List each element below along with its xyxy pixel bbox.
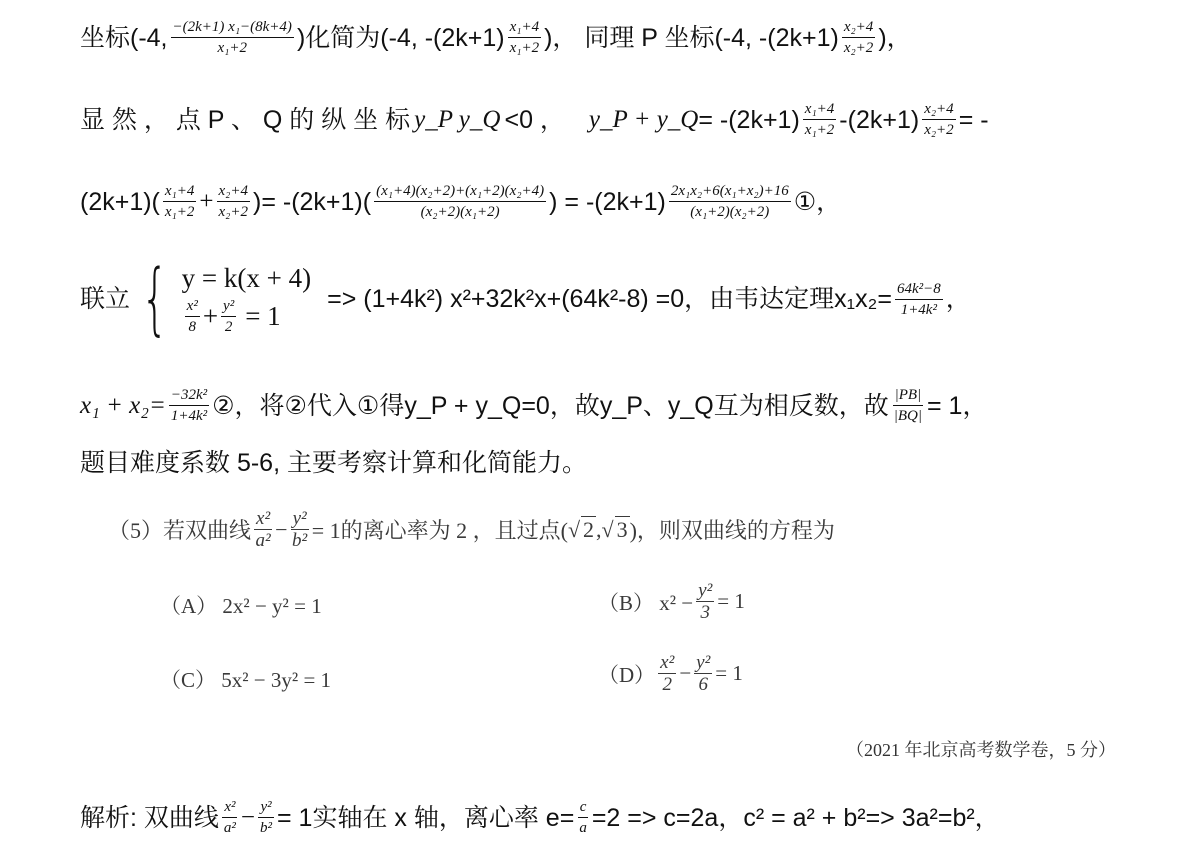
equation-rhs: = 1 <box>245 301 281 331</box>
minus-sign: − <box>275 516 288 542</box>
fraction <box>291 508 309 551</box>
fraction-denominator: x₂+2 <box>218 204 248 220</box>
text: = 1实轴在 x 轴，离心率 e= <box>277 803 575 832</box>
fraction-numerator: |PB| <box>893 386 924 406</box>
fraction-numerator: x² <box>660 652 675 673</box>
fraction-denominator: x₁+2 <box>509 40 540 56</box>
solution-line-7 <box>80 798 1134 837</box>
fraction-numerator: y² <box>292 508 307 529</box>
fraction-numerator: y² <box>696 652 711 673</box>
text: )， 同理 P 坐标(-4, -(2k+1) <box>544 23 839 52</box>
fraction <box>374 182 546 221</box>
solution-line-2 <box>80 100 1134 139</box>
fraction-denominator: x₁+2 <box>217 40 247 56</box>
option-d-label: （D） <box>598 662 656 687</box>
source-citation: （2021 年北京高考数学卷，5 分） <box>846 740 1116 760</box>
solution-line-1 <box>80 18 1134 57</box>
text: )， <box>878 23 912 52</box>
option-b-rhs: = 1 <box>717 589 745 613</box>
radicand: 2 <box>583 517 595 542</box>
fraction-denominator: a² <box>255 530 271 551</box>
text: = 1， <box>927 391 988 420</box>
fraction <box>669 182 791 221</box>
option-d-rhs: = 1 <box>715 661 743 685</box>
fraction-denominator: 2 <box>224 318 233 335</box>
text: = - <box>958 105 989 134</box>
fraction-numerator: y² <box>221 297 236 317</box>
minus-sign: − <box>679 661 692 685</box>
option-d <box>598 652 743 695</box>
left-brace: { <box>141 254 169 344</box>
text: ①， <box>793 187 842 216</box>
sqrt-symbol: √ <box>601 516 614 542</box>
fraction-numerator: x² <box>256 508 271 529</box>
fraction-numerator: y² <box>698 580 713 601</box>
fraction-denominator: x₁+2 <box>804 122 835 138</box>
text: )，则双曲线的方程为 <box>629 518 835 543</box>
equation-list <box>182 263 311 336</box>
fraction-denominator: 3 <box>700 602 710 623</box>
math-yp-yq: y_P y_Q <box>414 105 501 133</box>
text: ) = -(2k+1) <box>549 187 666 216</box>
fraction-numerator: −32k² <box>169 386 209 406</box>
fraction-denominator: 1+4k² <box>900 301 937 318</box>
fraction-denominator: a² <box>223 820 236 836</box>
fraction-denominator: b² <box>292 530 308 551</box>
text: 坐标(-4, <box>80 23 168 52</box>
fraction <box>163 182 197 221</box>
fraction <box>803 100 837 139</box>
fraction <box>892 386 924 425</box>
plus-sign: + <box>202 301 219 331</box>
text: = -(2k+1) <box>698 105 800 134</box>
fraction <box>842 18 876 57</box>
equation-2 <box>182 297 311 336</box>
fraction-numerator: y² <box>258 798 273 818</box>
fraction-numerator: (x₁+4)(x₂+2)+(x₁+2)(x₂+4) <box>374 182 546 202</box>
fraction <box>922 100 956 139</box>
text: => (1+4k²) x²+32k²x+(64k²-8) =0，由韦达定理x₁x₂= <box>327 285 892 313</box>
fraction <box>221 297 236 336</box>
option-c <box>160 664 331 694</box>
fraction <box>658 652 676 695</box>
option-a <box>160 590 322 620</box>
text: <0 ， <box>504 105 565 134</box>
fraction-numerator: x₂+4 <box>842 18 876 38</box>
fraction-denominator: x₂+2 <box>843 40 874 56</box>
fraction <box>508 18 542 57</box>
fraction-numerator: x² <box>222 798 237 818</box>
fraction-denominator: x₁+2 <box>164 204 195 220</box>
fraction-denominator: 2 <box>662 674 672 695</box>
fraction-denominator: (x₁+2)(x₂+2) <box>690 204 770 220</box>
fraction <box>222 798 238 837</box>
equation-system <box>130 254 312 344</box>
fraction-denominator: x₂+2 <box>924 122 954 138</box>
text: (2k+1)( <box>80 187 160 216</box>
text: 联立 <box>80 285 131 313</box>
fraction-numerator: x₁+4 <box>163 182 197 202</box>
fraction-denominator: b² <box>260 820 273 836</box>
equation-1: y = k(x + 4) <box>181 262 312 293</box>
math-yp-plus-yq: y_P + y_Q <box>588 105 699 133</box>
text: =2 => c=2a，c² = a² + b²=> 3a²=b²， <box>591 803 1000 832</box>
text: ， <box>945 285 971 313</box>
minus-sign: − <box>240 803 256 831</box>
fraction-denominator: 1+4k² <box>170 408 208 424</box>
radicand: 3 <box>616 517 628 542</box>
solution-line-3 <box>80 182 1134 221</box>
option-a-text: （A） 2x² − y² = 1 <box>160 594 322 618</box>
fraction-numerator: x² <box>185 297 200 317</box>
text: -(2k+1) <box>839 105 920 134</box>
option-c-text: （C） 5x² − 3y² = 1 <box>160 668 332 692</box>
sqrt-symbol: √ <box>567 516 581 542</box>
plus-sign: + <box>199 187 214 215</box>
fraction <box>694 652 712 695</box>
fraction-numerator: −(2k+1) x₁−(8k+4) <box>171 18 294 38</box>
comma: , <box>596 516 602 542</box>
solution-line-6 <box>80 448 1134 478</box>
fraction <box>895 280 943 319</box>
text: = 1的离心率为 2 ，且过点( <box>311 518 568 543</box>
text: ②，将②代入①得y_P + y_Q=0，故y_P、y_Q互为相反数，故 <box>212 391 889 420</box>
fraction-numerator: x₁+4 <box>803 100 837 120</box>
solution-line-4 <box>80 254 1134 344</box>
text: )化简为(-4, -(2k+1) <box>296 23 505 52</box>
fraction-denominator: |BQ| <box>893 408 922 424</box>
fraction-denominator: a <box>579 820 587 836</box>
fraction-denominator: (x₂+2)(x₁+2) <box>420 204 500 220</box>
fraction <box>217 182 251 221</box>
math-x1-plus-x2: x₁ + x₂= <box>80 391 166 419</box>
text: （5）若双曲线 <box>108 518 252 543</box>
fraction-numerator: c <box>578 798 589 818</box>
fraction-numerator: 64k²−8 <box>895 280 943 300</box>
fraction <box>171 18 294 57</box>
fraction-numerator: x₂+4 <box>217 182 251 202</box>
fraction-numerator: x₁+4 <box>508 18 542 38</box>
option-b <box>598 580 745 623</box>
fraction <box>696 580 714 623</box>
option-b-label: （B） x² − <box>598 590 694 615</box>
text: )= -(2k+1)( <box>253 187 372 216</box>
fraction-denominator: 8 <box>188 318 196 335</box>
fraction-denominator: 6 <box>698 674 708 695</box>
fraction <box>577 798 589 837</box>
fraction-numerator: 2x₁x₂+6(x₁+x₂)+16 <box>669 182 791 202</box>
fraction <box>254 508 272 551</box>
difficulty-note: 题目难度系数 5-6, 主要考察计算和化简能力。 <box>80 449 587 477</box>
text: 解析: 双曲线 <box>80 803 219 832</box>
fraction <box>169 386 209 425</box>
problem-statement <box>108 508 835 551</box>
fraction <box>258 798 274 837</box>
fraction <box>185 297 200 336</box>
text: 显 然 ， 点 P 、 Q 的 纵 坐 标 <box>80 105 411 134</box>
fraction-numerator: x₂+4 <box>922 100 956 120</box>
solution-line-5 <box>80 386 1134 425</box>
